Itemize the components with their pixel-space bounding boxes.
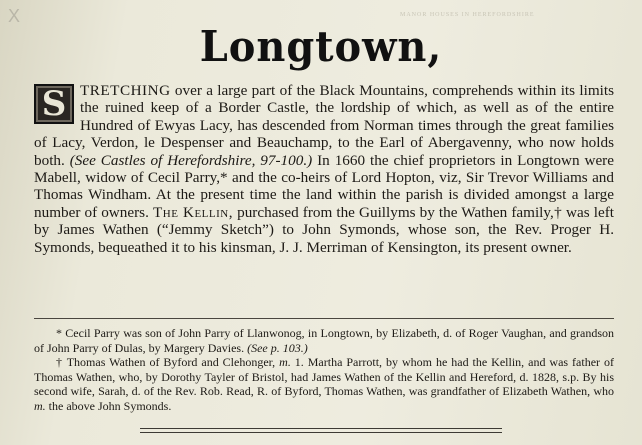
pencil-mark: X [8,6,21,26]
end-rule-1 [140,428,502,429]
footnote-wathen-text-c: the above John Symonds. [45,398,172,413]
footnote-wathen [34,355,614,413]
footnote-wathen-m1: m. [279,355,291,370]
lead-word: TRETCHING [80,82,171,99]
footnote-wathen-text-b: 1. Martha Parrott, by whom he had the Kellin, and was father of Thomas Wathen, who, by Dorothy Tayler of Bristol, had James Wathen of the Kellin and Hereford, d. 1828, s.p. By his second wife, Sarah, d. of the Rev. Rob. Read, R. of Byford, Thomas Wathen, was grandfather of Elizabeth Wathen, who [34,355,614,399]
footnote-divider [34,318,614,319]
main-paragraph [34,82,614,256]
footnote-wathen-text-a: † Thomas Wathen of Byford and Clehonger, [56,355,280,370]
page-title: Longtown, [199,22,443,71]
bleed-through-header: MANOR HOUSES IN HEREFORDSHIRE [400,12,535,18]
footnote-wathen-m2: m. [34,398,46,413]
footnote-parry-ref: (See p. 103.) [247,340,308,355]
drop-cap: S [34,84,74,124]
end-rule-2 [140,432,502,433]
paragraph-text-1: over a large part of the Black Mountains, comprehends within its limits the ruined keep of a Border Castle, the lordship of which, as well as of the entire Hundred of Ewyas Lacy, has descended from Norman times through the great families of Lacy, Verdon, le Despenser and Beauchamp, to the Earl of Abergavenny, who now holds both. [34,82,614,169]
paragraph-text-3: purchased from the Guillyms by the Wathen family,† was left by James Wathen (“Jemmy Sketch”) to John Symonds, whose son, the Rev. Proger H. Symonds, bequeathed it to his kinsman, J. J. Merriman of Kensington, its present owner. [34,203,614,256]
footnote-parry-text: * Cecil Parry was son of John Parry of Llanwonog, in Longtown, by Elizabeth, d. of Roger Vaughan, and grandson of John Parry of Dulas, by Margery Davies. [34,326,614,355]
footnote-parry [34,326,614,355]
footnotes [34,326,614,414]
paragraph-text-2: In 1660 the chief proprietors in Longtown were Mabell, widow of Cecil Parry,* and the co-heirs of Lord Hopton, viz, Sir Trevor Williams and Thomas Windham. At the present time the land within the parish is divided amongst a large number of owners. [34,151,614,221]
kellin-heading: The Kellin, [152,203,234,221]
castles-reference: (See Castles of Herefordshire, 97-100.) [69,151,313,169]
